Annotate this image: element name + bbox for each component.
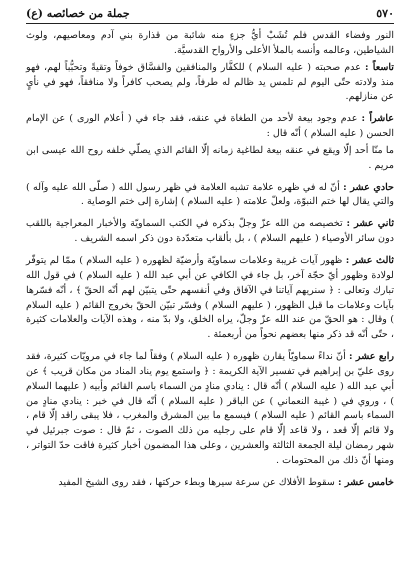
point-heading: ثالث عشر : — [345, 254, 394, 266]
paragraph-text: النور وفضاء القدس فلم تُشَبْ أيُّ جزءٍ منه شائبة من قذارة بني آدم ومعاصيهم، ولوث الشياطين، وعالمه وأنسه بالملأ الأعلى والأرواح القدسيَّة. — [26, 30, 394, 56]
paragraph — [26, 350, 394, 469]
paragraph — [26, 217, 394, 247]
quote-paragraph — [26, 144, 394, 174]
paragraph-text: تخصيصه من الله عزّ وجلّ بذكره في الكتب السماويّة والأخبار المعراجية باللقب دون سائر الأوصياء ( عليهم السلام ) ، بل بألقاب متعدّدة دون ذكر اسمه الشريف . — [26, 218, 394, 245]
paragraph-text: أنّ له في ظهره علامة تشبه العلامة في ظهر رسول الله ( صلّى الله عليه وآله ) والتي يقال لها ختم النبوّة، ولعلّ علامته ( عليه السلام ) إشارة إلى ختم الوصاية . — [26, 181, 394, 208]
header-rule — [26, 23, 394, 24]
paragraph-text: عدم وجود بيعة لأحد من الطغاة في عنقه، فقد جاء في ( أعلام الورى ) عن الإمام الحسن ( عليه السلام ) أنّه قال : — [26, 113, 394, 140]
running-title: جملة من خصائصه (ع) — [26, 6, 130, 20]
paragraph-text: عدم صحبته ( عليه السلام ) للكفَّار والمنافقين والفسَّاق خوفاً وتقيةً وتحبُّباً لهم، فهو منذ ولادته حتّى اليوم لم تلمس يد ظالم له طرفاً، ولم يصحب كافراً ولا منافقاً، فهو في نأيٍ عن منازلهم. — [26, 61, 394, 103]
paragraph — [26, 61, 394, 106]
paragraph — [26, 476, 394, 491]
paragraph-text: ظهور آيات غريبة وعلامات سماويّة وأرضيّة لظهوره ( عليه السلام ) ممّا لم يتوفّر لولادة وظهور أيّ حجّة آخر، بل جاء في الكافي عن أبي عبد الله ( عليه السلام ) في قول الله تبارك وتعالى : ﴿ سنريهم آياتنا في الآفاق وفي أنفسهم حتّى يتبيّن لهم أنّه الحقّ ﴾ ، أنّه فسّرها بآيات وعلامات ما قبل الظهور، ( عليهم السلام ) وفسّر تبيّن الحقّ بخروج القائم ( عليه السلام ) وقال : هو الحقّ من عند الله عزّ وجلّ، يراه الخلق، ولا بدّ منه ، وهذه الآيات والعلامات كثيرة ، حتّى أنّه قد ذكر منها بعضهم نحواً من أربعمئة . — [26, 254, 394, 341]
paragraph — [26, 181, 394, 211]
point-heading: رابع عشر : — [348, 351, 394, 363]
point-heading: ثاني عشر : — [346, 218, 394, 230]
point-heading: حادي عشر : — [343, 181, 394, 193]
paragraph — [26, 112, 394, 142]
paragraph-text: ما منّا أحد إلّا ويقع في عنقه بيعة لطاغية زمانه إلّا القائم الذي يصلّي خلفه روح الله عيسى ابن مريم . — [26, 144, 394, 171]
paragraph — [26, 254, 394, 343]
point-heading: عاشراً : — [361, 113, 394, 125]
point-heading: تاسعاً : — [364, 61, 394, 73]
page-header — [26, 6, 394, 20]
page-body — [26, 29, 394, 491]
paragraph-text: أنّ نداءً سماويّاً يقارن ظهوره ( عليه السلام ) وفقاً لما جاء في مرويّات كثيرة، فقد روى عليّ بن إبراهيم في تفسير الآية الكريمة : ﴿ واستمع يوم يناد المناد من مكان قريب ﴾ عن أبي عبد الله ( عليه السلام ) أنّه قال : ينادي منادٍ من السماء باسم القائم وأبيه ( عليهما السلام ) ، وروي في ( غيبة النعماني ) عن الباقر ( عليه السلام ) أنّه قال في خبر : ينادي منادٍ من السماء باسم القائم ( عليه السلام ) فيسمع ما بين المشرق والمغرب ، فلا يبقى راقد إلّا قام ، ولا قائم إلّا قعد ، ولا قاعد إلّا قام على رجليه من ذلك الصوت ، ثمّ قال : صوت جبرئيل في شهر رمضان ليلة الجمعة الثالثة والعشرين ، وعلى هذا المضمون أخبار كثيرة فاقت حدّ التواتر ، ومنها أنّ ذلك من المحتومات . — [26, 351, 394, 466]
point-heading: خامس عشر : — [337, 476, 394, 488]
page-number: ٥٧٠ — [376, 6, 394, 20]
paragraph — [26, 29, 394, 59]
paragraph-text: سقوط الأفلاك عن سرعة سيرها وبطء حركتها ، فقد روى الشيخ المفيد — [58, 476, 335, 488]
